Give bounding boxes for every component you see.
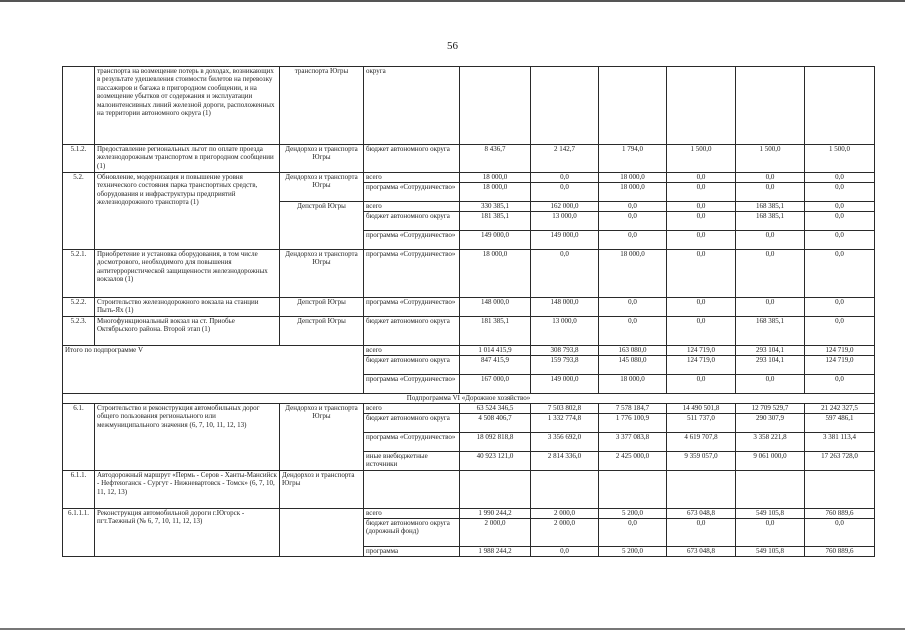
- value-year-3: 0,0: [667, 231, 736, 250]
- value-total: 63 524 346,5: [460, 404, 531, 414]
- value-total: 148 000,0: [460, 298, 531, 317]
- row-code: 5.2.3.: [63, 317, 95, 346]
- row-measure: Автодорожный маршрут «Пермь - Серов - Ханты-Мансийск - Нефтеюганск - Сургут - Нижневартовск - Томск» (6, 7, 10, 11, 12, 13): [95, 471, 280, 509]
- value-year-3: 511 737,0: [667, 414, 736, 433]
- row-source: бюджет автономного округа: [364, 145, 460, 173]
- value-year-1: 308 793,8: [531, 346, 599, 356]
- value-total: 18 092 818,8: [460, 433, 531, 452]
- value-year-4: 0,0: [736, 298, 805, 317]
- value-year-4: 168 385,1: [736, 212, 805, 231]
- value-year-4: 290 307,9: [736, 414, 805, 433]
- value-total: 1 990 244,2: [460, 509, 531, 519]
- value-year-1: 0,0: [531, 250, 599, 298]
- row-measure: Обновление, модернизация и повышение уровня технического состояния парка транспортных средств, оборудования и инфраструктуры предприятий железнодорожного транспорта (1): [95, 173, 280, 250]
- value-year-5: 0,0: [805, 212, 875, 231]
- subprogram-heading: Подпрограмма VI «Дорожное хозяйство»: [63, 394, 875, 404]
- value-total: 4 508 406,7: [460, 414, 531, 433]
- value-year-3: 673 048,8: [667, 547, 736, 557]
- value-year-2: 5 200,0: [599, 547, 667, 557]
- row-executor: Дендорхоз и транспорта Югры: [280, 145, 364, 173]
- value-year-5: 597 486,1: [805, 414, 875, 433]
- row-source: бюджет автономного округа: [364, 356, 460, 375]
- value-total: 149 000,0: [460, 231, 531, 250]
- row-source: бюджет автономного округа: [364, 212, 460, 231]
- value-year-1: 162 000,0: [531, 202, 599, 212]
- value-year-5: 0,0: [805, 202, 875, 212]
- value-year-1: 2 814 336,0: [531, 452, 599, 471]
- value-year-2: 5 200,0: [599, 509, 667, 519]
- value-year-4: 0,0: [736, 173, 805, 183]
- value-year-4: 0,0: [736, 375, 805, 394]
- value-year-5: 0,0: [805, 375, 875, 394]
- table-row: [63, 173, 875, 183]
- value-year-2: 2 425 000,0: [599, 452, 667, 471]
- row-executor: Дендорхоз и транспорта Югры: [280, 404, 364, 471]
- value-year-4: 9 061 000,0: [736, 452, 805, 471]
- value-year-1: [531, 67, 599, 145]
- subtotal-label: Итого по подпрограмме V: [63, 346, 364, 394]
- value-year-1: [531, 471, 599, 509]
- value-year-5: 0,0: [805, 231, 875, 250]
- value-year-1: 2 000,0: [531, 519, 599, 547]
- value-year-2: [599, 471, 667, 509]
- value-year-2: 3 377 083,8: [599, 433, 667, 452]
- row-source: программа «Сотрудничество»: [364, 183, 460, 202]
- value-year-1: 159 793,8: [531, 356, 599, 375]
- value-year-2: 163 080,0: [599, 346, 667, 356]
- table-row: [63, 298, 875, 317]
- value-year-5: [805, 67, 875, 145]
- value-year-2: 0,0: [599, 212, 667, 231]
- row-source: программа «Сотрудничество»: [364, 298, 460, 317]
- value-year-4: 0,0: [736, 250, 805, 298]
- value-year-5: 0,0: [805, 317, 875, 346]
- value-total: 847 415,9: [460, 356, 531, 375]
- value-year-2: 18 000,0: [599, 375, 667, 394]
- table-row: [63, 404, 875, 414]
- value-year-5: 3 381 113,4: [805, 433, 875, 452]
- row-source: всего: [364, 509, 460, 519]
- row-source: бюджет автономного округа (дорожный фонд): [364, 519, 460, 547]
- row-code: 6.1.1.1.: [63, 509, 95, 557]
- value-total: 18 000,0: [460, 173, 531, 183]
- row-measure: Строительство железнодорожного вокзала на станции Пыть-Ях (1): [95, 298, 280, 317]
- value-year-3: 9 359 057,0: [667, 452, 736, 471]
- value-year-3: 0,0: [667, 202, 736, 212]
- value-year-2: 0,0: [599, 317, 667, 346]
- value-year-2: 1 776 100,9: [599, 414, 667, 433]
- value-year-3: [667, 471, 736, 509]
- value-year-3: 0,0: [667, 519, 736, 547]
- value-year-1: 149 000,0: [531, 231, 599, 250]
- value-total: 181 385,1: [460, 317, 531, 346]
- value-year-4: 293 104,1: [736, 356, 805, 375]
- page-number: 56: [447, 40, 458, 52]
- table-row: [63, 317, 875, 346]
- value-total: 8 436,7: [460, 145, 531, 173]
- row-measure: Строительство и реконструкция автомобильных дорог общего пользования регионального или межмуниципального значения (6, 7, 10, 11, 12, 13): [95, 404, 280, 471]
- row-source: иные внебюджетные источники: [364, 452, 460, 471]
- row-measure: Предоставление региональных льгот по оплате проезда железнодорожным транспортом в пригородном сообщении (1): [95, 145, 280, 173]
- value-total: 18 000,0: [460, 250, 531, 298]
- value-year-4: 1 500,0: [736, 145, 805, 173]
- value-year-1: 0,0: [531, 173, 599, 183]
- value-year-1: 149 000,0: [531, 375, 599, 394]
- value-year-5: 17 263 728,0: [805, 452, 875, 471]
- row-source: всего: [364, 346, 460, 356]
- row-measure: Реконструкция автомобильной дороги г.Югорск - пгт.Таежный (№ 6, 7, 10, 11, 12, 13): [95, 509, 280, 557]
- value-year-4: 549 105,8: [736, 509, 805, 519]
- row-source: округа: [364, 67, 460, 145]
- value-year-1: 1 332 774,8: [531, 414, 599, 433]
- value-year-3: 0,0: [667, 212, 736, 231]
- value-year-4: 12 709 529,7: [736, 404, 805, 414]
- row-code: 6.1.: [63, 404, 95, 471]
- top-edge-rule: [0, 0, 905, 2]
- row-code: [63, 67, 95, 145]
- value-year-2: 0,0: [599, 202, 667, 212]
- value-year-5: 124 719,0: [805, 346, 875, 356]
- row-source: программа «Сотрудничество»: [364, 250, 460, 298]
- value-year-1: 148 000,0: [531, 298, 599, 317]
- row-source: программа «Сотрудничество»: [364, 375, 460, 394]
- value-year-1: 13 000,0: [531, 317, 599, 346]
- value-year-3: 0,0: [667, 183, 736, 202]
- value-year-5: 21 242 327,5: [805, 404, 875, 414]
- value-year-4: [736, 67, 805, 145]
- value-total: 167 000,0: [460, 375, 531, 394]
- row-code: 6.1.1.: [63, 471, 95, 509]
- value-total: 181 385,1: [460, 212, 531, 231]
- value-year-5: 0,0: [805, 519, 875, 547]
- value-year-4: 168 385,1: [736, 202, 805, 212]
- value-year-3: 124 719,0: [667, 346, 736, 356]
- value-year-1: 0,0: [531, 183, 599, 202]
- value-year-3: 4 619 707,8: [667, 433, 736, 452]
- value-year-4: 293 104,1: [736, 346, 805, 356]
- row-source: всего: [364, 202, 460, 212]
- value-year-5: 760 889,6: [805, 547, 875, 557]
- row-executor: Депстрой Югры: [280, 202, 364, 250]
- value-total: 1 988 244,2: [460, 547, 531, 557]
- value-year-2: 0,0: [599, 231, 667, 250]
- value-total: 330 385,1: [460, 202, 531, 212]
- value-year-1: 2 142,7: [531, 145, 599, 173]
- value-year-2: 1 794,0: [599, 145, 667, 173]
- row-source: бюджет автономного округа: [364, 414, 460, 433]
- value-year-3: 0,0: [667, 250, 736, 298]
- value-year-5: 0,0: [805, 173, 875, 183]
- value-total: 18 000,0: [460, 183, 531, 202]
- table-row: [63, 509, 875, 519]
- value-year-1: 2 000,0: [531, 509, 599, 519]
- value-year-1: 3 356 692,0: [531, 433, 599, 452]
- value-year-4: 0,0: [736, 519, 805, 547]
- row-source: всего: [364, 173, 460, 183]
- value-year-5: 0,0: [805, 250, 875, 298]
- table-row: [63, 250, 875, 298]
- table-row: [63, 346, 875, 356]
- value-year-4: 168 385,1: [736, 317, 805, 346]
- value-year-4: 549 105,8: [736, 547, 805, 557]
- value-total: [460, 67, 531, 145]
- row-executor: Депстрой Югры: [280, 317, 364, 346]
- value-total: 1 014 415,9: [460, 346, 531, 356]
- value-year-2: 18 000,0: [599, 173, 667, 183]
- value-year-2: 0,0: [599, 519, 667, 547]
- value-year-3: 1 500,0: [667, 145, 736, 173]
- value-year-1: 13 000,0: [531, 212, 599, 231]
- row-executor: Депстрой Югры: [280, 298, 364, 317]
- value-year-5: 760 889,6: [805, 509, 875, 519]
- value-year-3: 0,0: [667, 317, 736, 346]
- table-row: [63, 67, 875, 145]
- row-executor: Дендорхоз и транспорта Югры: [280, 471, 364, 509]
- value-total: 40 923 121,0: [460, 452, 531, 471]
- bottom-edge-rule: [0, 628, 905, 630]
- row-executor: транспорта Югры: [280, 67, 364, 145]
- table-row: [63, 471, 875, 509]
- row-executor: Дендорхоз и транспорта Югры: [280, 250, 364, 298]
- row-code: 5.2.2.: [63, 298, 95, 317]
- value-total: [460, 471, 531, 509]
- value-year-3: [667, 67, 736, 145]
- row-measure: Многофункциональный вокзал на ст. Приобье Октябрьского района. Второй этап (1): [95, 317, 280, 346]
- value-year-5: 0,0: [805, 298, 875, 317]
- value-year-4: 0,0: [736, 183, 805, 202]
- row-source: программа: [364, 547, 460, 557]
- value-total: 2 000,0: [460, 519, 531, 547]
- value-year-5: 1 500,0: [805, 145, 875, 173]
- table-row: [63, 145, 875, 173]
- value-year-5: 124 719,0: [805, 356, 875, 375]
- row-measure: транспорта на возмещение потерь в доходах, возникающих в результате удешевления стоимости билетов на перевозку пассажиров и багажа в пригородном сообщении, и на возмещение убытков от содержания и эксплуатации малоинтенсивных линий железной дороги, расположенных на территории автономного округа (1): [95, 67, 280, 145]
- value-year-2: 7 578 184,7: [599, 404, 667, 414]
- value-year-3: 673 048,8: [667, 509, 736, 519]
- value-year-2: [599, 67, 667, 145]
- value-year-5: 0,0: [805, 183, 875, 202]
- value-year-2: 18 000,0: [599, 183, 667, 202]
- row-source: всего: [364, 404, 460, 414]
- row-source: программа «Сотрудничество»: [364, 433, 460, 452]
- value-year-2: 0,0: [599, 298, 667, 317]
- row-source: [364, 471, 460, 509]
- row-measure: Приобретение и установка оборудования, в том числе досмотрового, необходимого для повышения антитеррористической защищенности железнодорожных вокзалов (1): [95, 250, 280, 298]
- value-year-2: 145 080,0: [599, 356, 667, 375]
- value-year-4: [736, 471, 805, 509]
- value-year-3: 14 490 501,8: [667, 404, 736, 414]
- section-row: [63, 394, 875, 404]
- row-executor: [280, 509, 364, 557]
- value-year-4: 0,0: [736, 231, 805, 250]
- row-code: 5.2.: [63, 173, 95, 250]
- row-code: 5.2.1.: [63, 250, 95, 298]
- value-year-4: 3 358 221,8: [736, 433, 805, 452]
- value-year-3: 124 719,0: [667, 356, 736, 375]
- value-year-5: [805, 471, 875, 509]
- budget-table: [62, 66, 875, 557]
- value-year-3: 0,0: [667, 173, 736, 183]
- value-year-1: 0,0: [531, 547, 599, 557]
- value-year-3: 0,0: [667, 375, 736, 394]
- row-executor: Дендорхоз и транспорта Югры: [280, 173, 364, 202]
- row-source: бюджет автономного округа: [364, 317, 460, 346]
- value-year-2: 18 000,0: [599, 250, 667, 298]
- row-source: программа «Сотрудничество»: [364, 231, 460, 250]
- row-code: 5.1.2.: [63, 145, 95, 173]
- value-year-3: 0,0: [667, 298, 736, 317]
- value-year-1: 7 503 802,8: [531, 404, 599, 414]
